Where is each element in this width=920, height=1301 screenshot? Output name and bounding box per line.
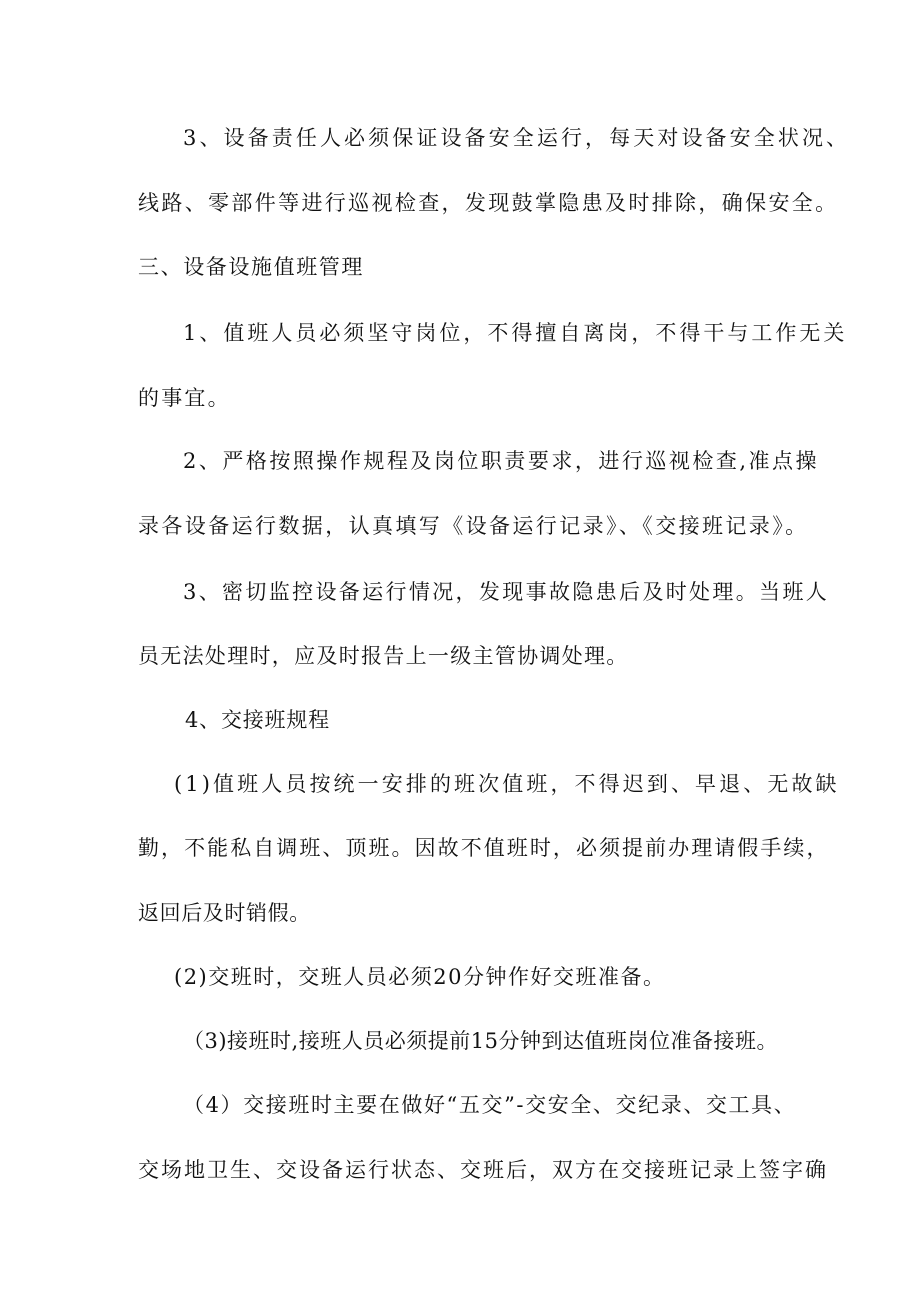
paragraph-line: 员无法处理时，应及时报告上一级主管协调处理。 [138,644,629,668]
paragraph-line: 勤，不能私自调班、顶班。因故不值班时，必须提前办理请假手续， [138,836,830,860]
paragraph-line: 3、密切监控设备运行情况，发现事故隐患后及时处理。当班人 [183,580,830,604]
paragraph-line: (1)值班人员按统一安排的班次值班，不得迟到、早退、无故缺 [174,772,840,796]
paragraph-line: 4、交接班规程 [185,708,330,732]
paragraph-line: 的事宜。 [138,386,231,410]
section-heading: 三、设备设施值班管理 [138,255,364,279]
paragraph-line: （3)接班时,接班人员必须提前15分钟到达值班岗位准备接班。 [183,1029,778,1053]
paragraph-line: 返回后及时销假。 [138,901,311,925]
paragraph-line: 3、设备责任人必须保证设备安全运行，每天对设备安全状况、 [183,126,851,150]
paragraph-line: 1、值班人员必须坚守岗位，不得擅自离岗，不得干与工作无关 [183,321,848,345]
paragraph-line: 录各设备运行数据，认真填写《设备运行记录》、《交接班记录》。 [138,514,809,538]
paragraph-line: （4）交接班时主要在做好“五交”-交安全、交纪录、交工具、 [183,1093,797,1117]
paragraph-line: 2、严格按照操作规程及岗位职责要求，进行巡视检查,准点操 [183,449,820,473]
paragraph-line: 线路、零部件等进行巡视检查，发现鼓掌隐患及时排除，确保安全。 [138,191,839,215]
paragraph-line: 交场地卫生、交设备运行状态、交班后，双方在交接班记录上签字确 [138,1158,828,1182]
paragraph-line: (2)交班时，交班人员必须20分钟作好交班准备。 [174,965,666,989]
